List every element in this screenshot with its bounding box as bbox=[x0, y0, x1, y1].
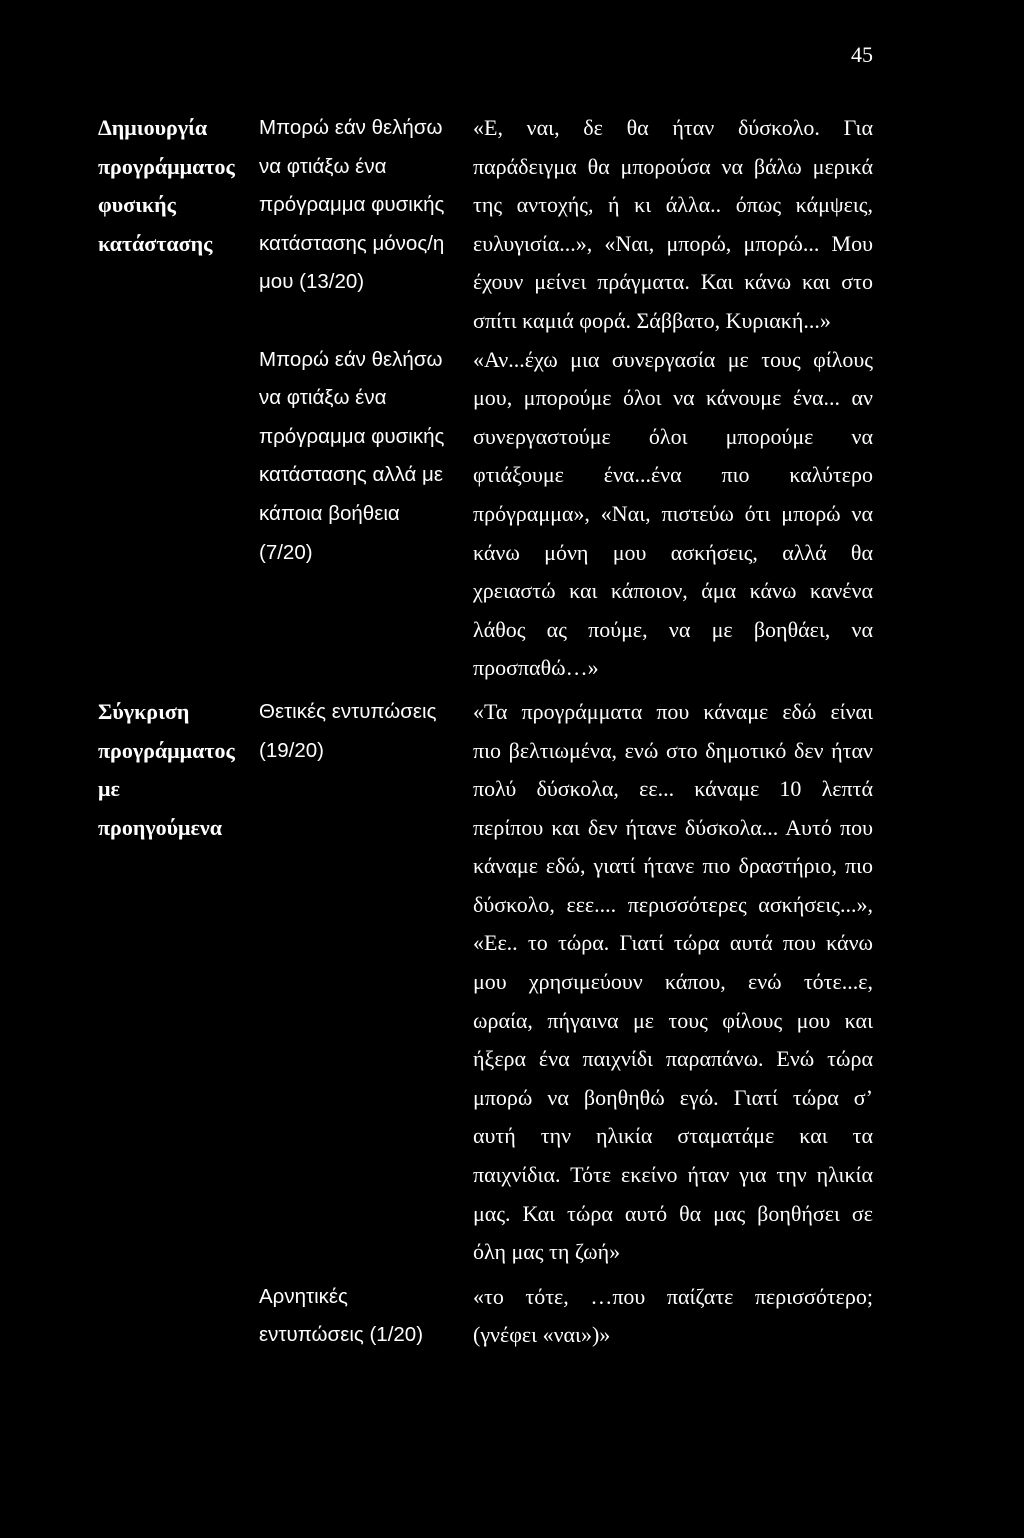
category-label: προηγούμενα bbox=[98, 814, 223, 840]
quote-line: ωραία, πήγαινα με τους φίλους μου και bbox=[473, 1007, 873, 1033]
quote-line: περίπου και δεν ήτανε δύσκολα... Αυτό που bbox=[473, 814, 873, 840]
quote-line: σπίτι καμιά φορά. Σάββατο, Κυριακή...» bbox=[473, 307, 831, 333]
category-label: με bbox=[98, 776, 120, 802]
subcategory-label: κατάστασης μόνος/η bbox=[259, 231, 445, 255]
subcategory-cell bbox=[259, 341, 473, 573]
quote-line: χρειαστώ και κάποιον, άμα κάνω κανένα bbox=[473, 578, 873, 604]
subcategory-label: Μπορώ εάν θελήσω bbox=[259, 116, 443, 139]
category-cell bbox=[98, 693, 259, 847]
subcategory-label: Θετικές εντυπώσεις bbox=[259, 699, 437, 723]
subcategory-label: μου (13/20) bbox=[259, 270, 365, 294]
subcategory-cell bbox=[259, 693, 473, 770]
quote-line: όλη μας τη ζωή» bbox=[473, 1239, 621, 1265]
quote-line: αυτή την ηλικία σταματάμε και τα bbox=[473, 1123, 873, 1149]
quote-line: πιο βελτιωμένα, ενώ στο δημοτικό δεν ήταν bbox=[473, 737, 873, 763]
quote-cell bbox=[473, 109, 873, 341]
subcategory-label: πρόγραμμα φυσικής bbox=[259, 424, 445, 448]
subcategory-label: εντυπώσεις (1/20) bbox=[259, 1323, 424, 1347]
page-number: 45 bbox=[851, 42, 873, 67]
quote-line: φτιάξουμε ένα...ένα πιο καλύτερο bbox=[473, 462, 873, 488]
quote-cell bbox=[473, 341, 873, 688]
quote-line: κάνω μόνη μου ασκήσεις, αλλά θα bbox=[473, 539, 873, 565]
quote-line: παράδειγμα θα μπορούσα να βάλω μερικά bbox=[473, 153, 873, 179]
category-cell bbox=[98, 109, 259, 263]
category-label: προγράμματος bbox=[98, 737, 235, 763]
subcategory-label: πρόγραμμα φυσικής bbox=[259, 193, 445, 217]
table-row bbox=[98, 693, 873, 1355]
quote-line: «Αν...έχω μια συνεργασία με τους φίλους bbox=[473, 346, 873, 372]
category-label: προγράμματος bbox=[98, 153, 235, 179]
quote-line: κάναμε εδώ, γιατί ήτανε πιο δραστήριο, πιο bbox=[473, 853, 873, 879]
subcategory-label: να φτιάξω ένα bbox=[259, 386, 387, 410]
quote-cell bbox=[473, 1272, 873, 1355]
quote-line: πρόγραμμα», «Ναι, πιστεύω ότι μπορώ να bbox=[473, 500, 873, 526]
quote-line: λάθος ας πούμε, να με βοηθάει, να bbox=[473, 616, 873, 642]
quote-line: μου χρησιμεύουν κάπου, ενώ τότε...ε, bbox=[473, 969, 873, 995]
quote-line: «Ε, ναι, δε θα ήταν δύσκολο. Για bbox=[473, 115, 873, 140]
subcategory-label: κάποια βοήθεια bbox=[259, 501, 400, 525]
quote-line: ευλυγισία...», «Ναι, μπορώ, μπορώ... Μου bbox=[473, 230, 873, 256]
quote-line: πολύ δύσκολα, εε... κάναμε 10 λεπτά bbox=[473, 776, 873, 802]
quote-line: «Τα προγράμματα που κάναμε εδώ είναι bbox=[473, 698, 873, 724]
category-label: κατάστασης bbox=[98, 230, 213, 256]
table-row bbox=[98, 109, 873, 688]
quote-cell bbox=[473, 693, 873, 1272]
quote-line: ήξερα ένα παιχνίδι παραπάνω. Ενώ τώρα bbox=[473, 1046, 873, 1072]
category-label: Δημιουργία bbox=[98, 115, 208, 140]
subcategory-label: Μπορώ εάν θελήσω bbox=[259, 347, 443, 371]
quote-line: (γνέφει «ναι»)» bbox=[473, 1322, 611, 1348]
quote-line: παιχνίδια. Τότε εκείνο ήταν για την ηλικία bbox=[473, 1162, 873, 1188]
subcategory-label: να φτιάξω ένα bbox=[259, 154, 387, 178]
quote-line: μας. Και τώρα αυτό θα μας βοηθήσει σε bbox=[473, 1200, 873, 1226]
subcategory-label: κατάστασης αλλά με bbox=[259, 463, 443, 487]
quote-line: «Εε.. το τώρα. Γιατί τώρα αυτά που κάνω bbox=[473, 930, 873, 956]
quote-line: της αντοχής, ή κι άλλα.. όπως κάμψεις, bbox=[473, 192, 873, 218]
quote-line: μπορώ να βοηθηθώ εγώ. Γιατί τώρα σ’ bbox=[473, 1084, 873, 1110]
quote-line: «το τότε, …που παίζατε περισσότερο; bbox=[473, 1283, 873, 1309]
quote-line: έχουν μείνει πράγματα. Και κάνω και στο bbox=[473, 269, 873, 295]
quote-line: προσπαθώ…» bbox=[473, 655, 599, 681]
subcategory-label: Αρνητικές bbox=[259, 1284, 348, 1308]
quote-line: δύσκολο, εεε.... περισσότερες ασκήσεις...», bbox=[473, 891, 873, 917]
quote-line: μου, μπορούμε όλοι να κάνουμε ένα... αν bbox=[473, 385, 873, 411]
subcategory-cell bbox=[259, 1272, 473, 1355]
findings-table bbox=[98, 109, 873, 1355]
category-label: Σύγκριση bbox=[98, 698, 190, 724]
category-label: φυσικής bbox=[98, 192, 176, 218]
subcategory-label: (7/20) bbox=[259, 540, 313, 564]
quote-line: συνεργαστούμε όλοι μπορούμε να bbox=[473, 423, 873, 449]
subcategory-cell bbox=[259, 109, 473, 302]
subcategory-label: (19/20) bbox=[259, 738, 324, 762]
